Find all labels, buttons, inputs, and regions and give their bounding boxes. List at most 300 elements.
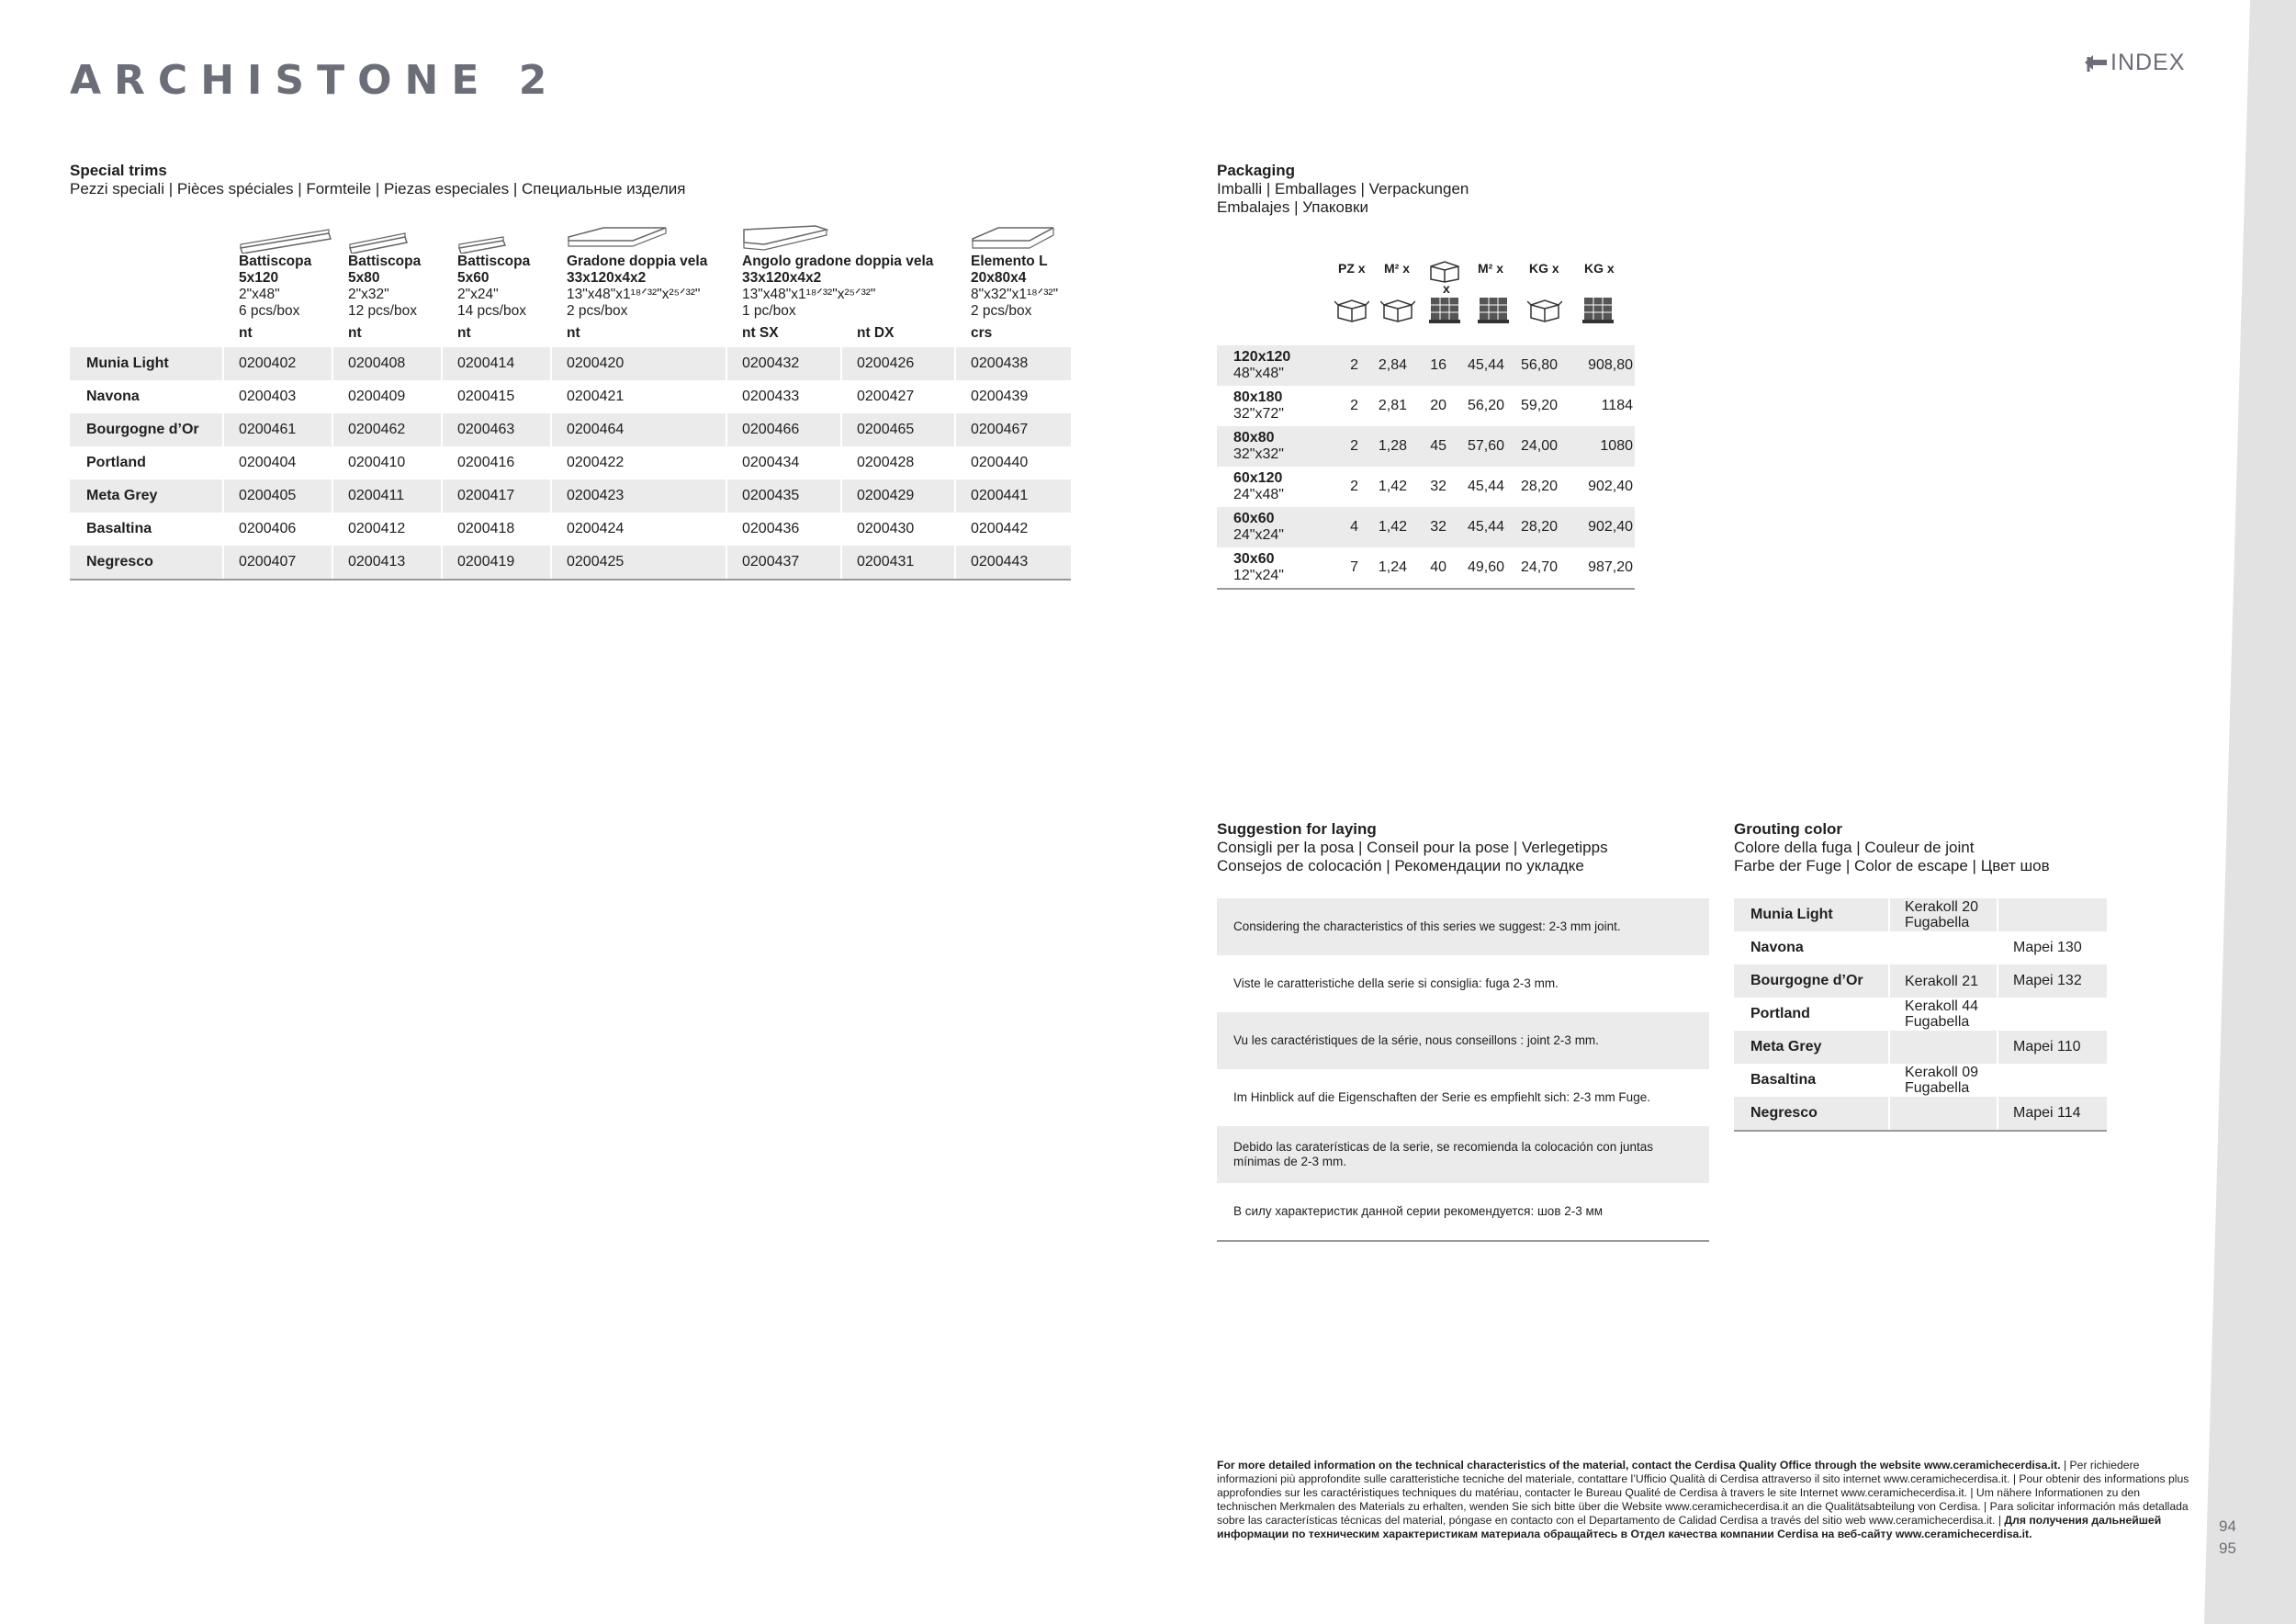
laying-row [1217, 898, 1709, 955]
column-separator [222, 546, 224, 579]
series-name: Meta Grey [1750, 1039, 1822, 1054]
format-cell [1233, 349, 1290, 382]
trim-col-head [971, 220, 1058, 342]
article-code: 0200407 [239, 554, 297, 570]
packaging-value: 2 [1350, 357, 1358, 373]
grouting-subtitle-1: Colore della fuga | Couleur de joint [1734, 839, 1975, 856]
trim-size [857, 270, 894, 287]
column-separator [332, 446, 333, 479]
format-inch: 12"x24" [1233, 568, 1284, 583]
pallet-icon [1476, 294, 1511, 327]
mapei-color: Mapei 132 [2013, 973, 2082, 988]
column-separator [840, 380, 842, 413]
article-code: 0200443 [971, 554, 1029, 570]
trim-col-head [857, 254, 894, 342]
grouting-subtitle-2: Farbe der Fuge | Color de escape | Цвет шов [1734, 857, 2050, 874]
column-separator [1888, 898, 1890, 931]
trim-size: 5x80 [348, 270, 380, 286]
kerakoll-color [1905, 931, 2006, 964]
trim-box: 1 pc/box [742, 303, 796, 319]
column-separator [441, 546, 443, 579]
column-separator [1888, 931, 1890, 964]
format-inch: 32"x32" [1233, 446, 1284, 462]
trim-name: Elemento L [971, 254, 1048, 269]
packaging-value: 32 [1430, 519, 1446, 535]
article-code: 0200415 [457, 389, 515, 404]
article-code: 0200435 [742, 488, 800, 503]
column-separator [726, 347, 727, 380]
trim-unit: nt SX [742, 325, 779, 341]
trim-unit: nt [457, 325, 471, 341]
column-separator [550, 446, 552, 479]
column-separator [222, 347, 224, 380]
packaging-value: 7 [1350, 559, 1358, 575]
column-separator [441, 513, 443, 546]
mapei-color: Mapei 114 [2013, 1105, 2081, 1121]
trim-col-head [567, 220, 707, 342]
trim-name: Gradone doppia vela [567, 254, 708, 269]
column-separator [441, 479, 443, 513]
packaging-value: 24,00 [1520, 438, 1558, 454]
skirting-120-icon [239, 220, 334, 254]
article-code: 0200402 [239, 355, 297, 371]
column-separator [726, 413, 727, 446]
column-separator [954, 347, 956, 380]
column-separator [726, 446, 727, 479]
column-separator [332, 347, 333, 380]
packaging-value: 20 [1430, 398, 1446, 413]
series-name: Basaltina [1750, 1072, 1817, 1088]
trim-name: Battiscopa [457, 254, 531, 269]
packaging-value: 2,84 [1378, 357, 1407, 373]
special-trims-subtitle: Pezzi speciali | Pièces spéciales | Formteile | Piezas especiales | Специальные изделия [70, 180, 686, 197]
format-cell [1233, 551, 1284, 584]
trim-box: 2 pcs/box [567, 303, 628, 319]
column-separator [441, 413, 443, 446]
kerakoll-color [1905, 1097, 2006, 1130]
laying-text: В силу характеристик данной серии рекомендуется: шов 2-3 мм [1233, 1204, 1604, 1218]
packaging-value: 28,20 [1520, 519, 1558, 535]
laying-text: Im Hinblick auf die Eigenschaften der Serie es empfiehlt sich: 2-3 mm Fuge. [1233, 1090, 1650, 1104]
box-icon [1427, 259, 1462, 283]
table-row [1734, 898, 2107, 931]
format-cm: 80x80 [1233, 430, 1275, 445]
pallet-icon [1581, 294, 1615, 327]
grouting-title: Grouting color [1734, 820, 1843, 838]
article-code: 0200431 [857, 554, 915, 570]
packaging-value: 56,80 [1520, 357, 1558, 373]
packaging-value: 32 [1430, 479, 1446, 494]
trim-name: Battiscopa [239, 254, 312, 269]
series-name: Basaltina [86, 521, 152, 536]
packaging-subtitle-1: Imballi | Emballages | Verpackungen [1217, 180, 1469, 197]
laying-body [1217, 898, 1709, 1240]
laying-row [1217, 1012, 1709, 1069]
column-separator [332, 380, 333, 413]
article-code: 0200404 [239, 455, 297, 470]
article-code: 0200432 [742, 355, 800, 371]
column-separator [1888, 1064, 1890, 1097]
packaging-value: 2 [1350, 438, 1358, 454]
format-inch: 24"x48" [1233, 487, 1284, 502]
article-code: 0200438 [971, 355, 1029, 371]
m2-pallet-label: M² x [1478, 261, 1503, 276]
l-element-icon [971, 220, 1057, 254]
article-code: 0200425 [567, 554, 625, 570]
series-name: Munia Light [1750, 907, 1833, 922]
column-separator [840, 446, 842, 479]
packaging-value: 902,40 [1588, 479, 1633, 494]
table-row [1734, 964, 2107, 998]
footer-note [1217, 1459, 2190, 1541]
trim-inch: 2"x48" [239, 287, 280, 302]
column-separator [550, 347, 552, 380]
packaging-value: 16 [1430, 357, 1446, 373]
article-code: 0200463 [457, 422, 515, 437]
trims-body [70, 347, 1071, 579]
packaging-value: 1080 [1600, 438, 1633, 454]
m2-label: M² x [1384, 261, 1410, 276]
column-separator [222, 413, 224, 446]
trim-box: 12 pcs/box [348, 303, 417, 319]
article-code: 0200409 [348, 389, 406, 404]
special-trims-heading [70, 162, 686, 198]
column-separator [222, 446, 224, 479]
table-row [1217, 507, 1635, 547]
packaging-value: 2,81 [1378, 398, 1407, 413]
column-separator [1888, 1097, 1890, 1130]
kerakoll-color: Kerakoll 09 Fugabella [1905, 1065, 1979, 1096]
column-separator [954, 446, 956, 479]
series-name: Negresco [86, 554, 153, 570]
packaging-value: 2 [1350, 398, 1358, 413]
box-icon [1334, 296, 1369, 323]
trim-inch: 2"x32" [348, 287, 389, 302]
trim-inch: 13"x48"x1¹⁸ᐟ³²"x²⁵ᐟ³²" [567, 287, 701, 302]
format-cm: 120x120 [1233, 349, 1291, 365]
column-separator [332, 479, 333, 513]
packaging-title: Packaging [1217, 162, 1296, 179]
table-row [70, 347, 1071, 380]
packaging-value: 28,20 [1520, 479, 1558, 494]
column-separator [550, 413, 552, 446]
column-separator [1888, 1031, 1890, 1064]
grouting-table [1734, 898, 2107, 1132]
trim-box [857, 303, 894, 320]
trim-size: 20x80x4 [971, 270, 1027, 286]
packaging-header [1217, 257, 1635, 345]
trims-header-row [70, 220, 1071, 347]
skirting-60-icon [457, 220, 509, 254]
packaging-value: 2 [1350, 479, 1358, 494]
table-row [70, 446, 1071, 479]
footer-text: | Per richiedere informazioni più approfondite sulle caratteristiche tecniche del materiale, contattare l’Ufficio Qualità di Cerdisa attraverso il sito internet www.ceramichecerdisa.it. | Pour obtenir des informations plus approfondies sur les caractéristiques techniques du matériau, contacter le Bureau Qualité de Cerdisa à travers le site Internet www.ceramichecerdisa.it. | Um nähere Informationen zu den technischen Merkmalen des Materials zu erhalten, wenden Sie sich bitte über die Website www.ceramichecerdisa.it an die Qualitätsabteilung von Cerdisa. | Para solicitar información más detallada sobre las características técnicas del material, póngase en contacto con el Departamento de Calidad Cerdisa a través del sitio web www.ceramichecerdisa.it. | [1217, 1459, 2189, 1527]
column-separator [550, 479, 552, 513]
packaging-value: 59,20 [1520, 398, 1558, 413]
format-inch: 32"x72" [1233, 406, 1284, 422]
trim-name: Angolo gradone doppia vela [742, 254, 934, 269]
article-code: 0200442 [971, 521, 1029, 536]
packaging-value: 1,24 [1378, 559, 1407, 575]
table-row [1217, 467, 1635, 507]
kerakoll-color: Kerakoll 44 Fugabella [1905, 998, 1979, 1030]
column-separator [441, 446, 443, 479]
footer-ru-text: Для получения дальнейшей информации по техническим характеристикам материала обращайтесь в Отдел качества компании Cerdisa на веб-сайту www.ceramichecerdisa.it. [1217, 1514, 2162, 1540]
packaging-value: 24,70 [1520, 559, 1558, 575]
column-separator [840, 513, 842, 546]
article-code: 0200462 [348, 422, 406, 437]
table-row [1734, 1097, 2107, 1130]
article-code: 0200439 [971, 389, 1029, 404]
column-separator [954, 380, 956, 413]
packaging-value: 1,28 [1378, 438, 1407, 454]
trim-box: 2 pcs/box [971, 303, 1032, 319]
mapei-color: Mapei 130 [2013, 940, 2082, 955]
trim-inch: 8"x32"x1¹⁸ᐟ³²" [971, 287, 1059, 302]
column-separator [332, 413, 333, 446]
trim-name: Battiscopa [348, 254, 422, 269]
trim-box: 14 pcs/box [457, 303, 526, 319]
laying-row [1217, 1183, 1709, 1240]
column-separator [441, 347, 443, 380]
column-separator [726, 513, 727, 546]
trim-inch: 2"x24" [457, 287, 499, 302]
column-separator [726, 380, 727, 413]
series-name: Bourgogne d’Or [86, 422, 199, 437]
column-separator [550, 380, 552, 413]
article-code: 0200424 [567, 521, 625, 536]
column-separator [550, 546, 552, 579]
series-name: Munia Light [86, 355, 169, 371]
article-code: 0200405 [239, 488, 297, 503]
packaging-value: 57,60 [1467, 438, 1504, 454]
packaging-value: 56,20 [1467, 398, 1504, 413]
trim-unit: nt [239, 325, 253, 341]
packaging-value: 987,20 [1588, 559, 1633, 575]
article-code: 0200426 [857, 355, 915, 371]
packaging-value: 45,44 [1467, 357, 1504, 373]
article-code: 0200437 [742, 554, 800, 570]
special-trims-title: Special trims [70, 162, 167, 179]
trim-size: 33x120x4x2 [567, 270, 647, 286]
box-icon [1527, 296, 1562, 323]
format-inch: 48"x48" [1233, 366, 1284, 381]
trim-inch: 13"x48"x1¹⁸ᐟ³²"x²⁵ᐟ³²" [742, 287, 876, 302]
trim-unit: crs [971, 325, 993, 341]
index-link[interactable] [2083, 50, 2185, 76]
trim-unit: nt [567, 325, 580, 341]
packaging-table [1217, 257, 1635, 590]
page-number-right: 95 [2219, 1539, 2236, 1557]
article-code: 0200461 [239, 422, 297, 437]
article-code: 0200417 [457, 488, 515, 503]
laying-text: Viste le caratteristiche della serie si consiglia: fuga 2-3 mm. [1233, 976, 1559, 990]
column-separator [954, 479, 956, 513]
kerakoll-color: Kerakoll 20 Fugabella [1905, 899, 1979, 930]
table-divider [70, 579, 1071, 581]
article-code: 0200406 [239, 521, 297, 536]
laying-text: Considering the characteristics of this series we suggest: 2-3 mm joint. [1233, 919, 1621, 933]
laying-row [1217, 1069, 1709, 1126]
column-separator [954, 513, 956, 546]
column-separator [726, 479, 727, 513]
series-name: Navona [86, 389, 140, 404]
article-code: 0200414 [457, 355, 515, 371]
column-separator [222, 380, 224, 413]
trim-inch [857, 287, 894, 303]
column-separator [954, 546, 956, 579]
article-code: 0200411 [348, 488, 405, 503]
mapei-color: Mapei 110 [2013, 1039, 2081, 1054]
table-row [1734, 998, 2107, 1031]
table-row [70, 479, 1071, 513]
article-code: 0200422 [567, 455, 625, 470]
trim-col-head [457, 220, 530, 342]
trim-size: 33x120x4x2 [742, 270, 822, 286]
article-code: 0200428 [857, 455, 915, 470]
article-code: 0200429 [857, 488, 915, 503]
column-separator [550, 513, 552, 546]
kerakoll-color [1905, 1031, 2006, 1064]
article-code: 0200433 [742, 389, 800, 404]
article-code: 0200416 [457, 455, 515, 470]
column-separator [954, 413, 956, 446]
laying-heading [1217, 820, 1608, 875]
table-divider [1217, 588, 1635, 590]
format-cell [1233, 389, 1284, 423]
article-code: 0200421 [567, 389, 625, 404]
article-code: 0200412 [348, 521, 406, 536]
grouting-body [1734, 898, 2107, 1130]
laying-title: Suggestion for laying [1217, 820, 1377, 838]
article-code: 0200467 [971, 422, 1029, 437]
trim-size: 5x60 [457, 270, 490, 286]
column-separator [840, 347, 842, 380]
packaging-value: 1,42 [1378, 519, 1407, 535]
article-code: 0200464 [567, 422, 625, 437]
table-divider [1217, 1240, 1709, 1242]
packaging-body [1217, 345, 1635, 588]
series-name: Negresco [1750, 1105, 1818, 1121]
article-code: 0200413 [348, 554, 406, 570]
pallet-icon [1427, 294, 1462, 327]
article-code: 0200466 [742, 422, 800, 437]
laying-text: Debido las caraterísticas de la serie, se recomienda la colocación con juntas mínimas de 2-3 mm. [1233, 1140, 1653, 1168]
corner-step-icon [742, 220, 830, 254]
format-cell [1233, 511, 1284, 544]
trim-col-head [348, 220, 421, 342]
trim-name [857, 254, 894, 270]
table-row [70, 380, 1071, 413]
table-row [1734, 1064, 2107, 1097]
series-name: Navona [1750, 940, 1804, 955]
article-code: 0200419 [457, 554, 515, 570]
column-separator [840, 413, 842, 446]
laying-subtitle-2: Consejos de colocación | Рекомендации по укладке [1217, 857, 1584, 874]
packaging-value: 45 [1430, 438, 1446, 454]
article-code: 0200465 [857, 422, 915, 437]
table-row [1217, 426, 1635, 467]
footer-bold-text: For more detailed information on the technical characteristics of the material, contact the Cerdisa Quality Office through the website www.ceramichecerdisa.it. [1217, 1459, 2061, 1472]
series-name: Portland [86, 455, 146, 470]
skirting-80-icon [348, 220, 412, 254]
format-cm: 80x180 [1233, 389, 1283, 405]
column-separator [840, 479, 842, 513]
packaging-subtitle-2: Embalajes | Упаковки [1217, 198, 1368, 216]
format-cell [1233, 430, 1284, 463]
column-separator [840, 546, 842, 579]
article-code: 0200418 [457, 521, 515, 536]
table-row [1734, 1031, 2107, 1064]
packaging-value: 40 [1430, 559, 1446, 575]
packaging-value: 1184 [1601, 398, 1633, 413]
packaging-value: 4 [1350, 519, 1358, 535]
packaging-value: 45,44 [1467, 479, 1504, 494]
pcs-label: PZ x [1338, 261, 1366, 276]
series-name: Portland [1750, 1006, 1810, 1021]
box-count-label: x [1443, 281, 1450, 296]
step-icon [567, 220, 668, 254]
article-code: 0200410 [348, 455, 406, 470]
kg-pallet-label: KG x [1584, 261, 1615, 276]
packaging-value: 45,44 [1467, 519, 1504, 535]
table-row [1217, 345, 1635, 386]
article-code: 0200441 [971, 488, 1029, 503]
article-code: 0200420 [567, 355, 625, 371]
index-label: INDEX [2110, 50, 2186, 75]
laying-row [1217, 955, 1709, 1012]
column-separator [441, 380, 443, 413]
column-separator [332, 513, 333, 546]
grouting-heading [1734, 820, 2050, 875]
article-code: 0200440 [971, 455, 1029, 470]
trim-box: 6 pcs/box [239, 303, 300, 319]
series-name: Bourgogne d’Or [1750, 973, 1863, 988]
article-code: 0200436 [742, 521, 800, 536]
column-separator [222, 513, 224, 546]
series-name: Meta Grey [86, 488, 158, 503]
trim-col-head [239, 220, 334, 342]
laying-table [1217, 898, 1709, 1242]
kg-box-label: KG x [1529, 261, 1559, 276]
box-icon [1380, 296, 1415, 323]
table-row [70, 413, 1071, 446]
article-code: 0200403 [239, 389, 297, 404]
format-inch: 24"x24" [1233, 527, 1284, 543]
trim-unit: nt DX [857, 325, 895, 341]
packaging-value: 908,80 [1588, 357, 1633, 373]
article-code: 0200427 [857, 389, 915, 404]
column-separator [222, 479, 224, 513]
packaging-heading [1217, 162, 1469, 217]
packaging-value: 902,40 [1588, 519, 1633, 535]
kerakoll-color: Kerakoll 21 [1905, 973, 1979, 989]
table-row [70, 513, 1071, 546]
laying-subtitle-1: Consigli per la posa | Conseil pour la pose | Verlegetipps [1217, 839, 1608, 856]
trim-col-head [742, 220, 933, 342]
table-row [1217, 386, 1635, 426]
laying-text: Vu les caractéristiques de la série, nous conseillons : joint 2-3 mm. [1233, 1033, 1599, 1047]
page-number-left: 94 [2219, 1517, 2236, 1535]
format-cm: 60x60 [1233, 511, 1275, 526]
table-row [70, 546, 1071, 579]
article-code: 0200423 [567, 488, 625, 503]
format-cm: 60x120 [1233, 470, 1283, 486]
laying-row [1217, 1126, 1709, 1183]
table-divider [1734, 1130, 2107, 1132]
packaging-value: 1,42 [1378, 479, 1407, 494]
arrow-up-icon [2083, 53, 2109, 73]
